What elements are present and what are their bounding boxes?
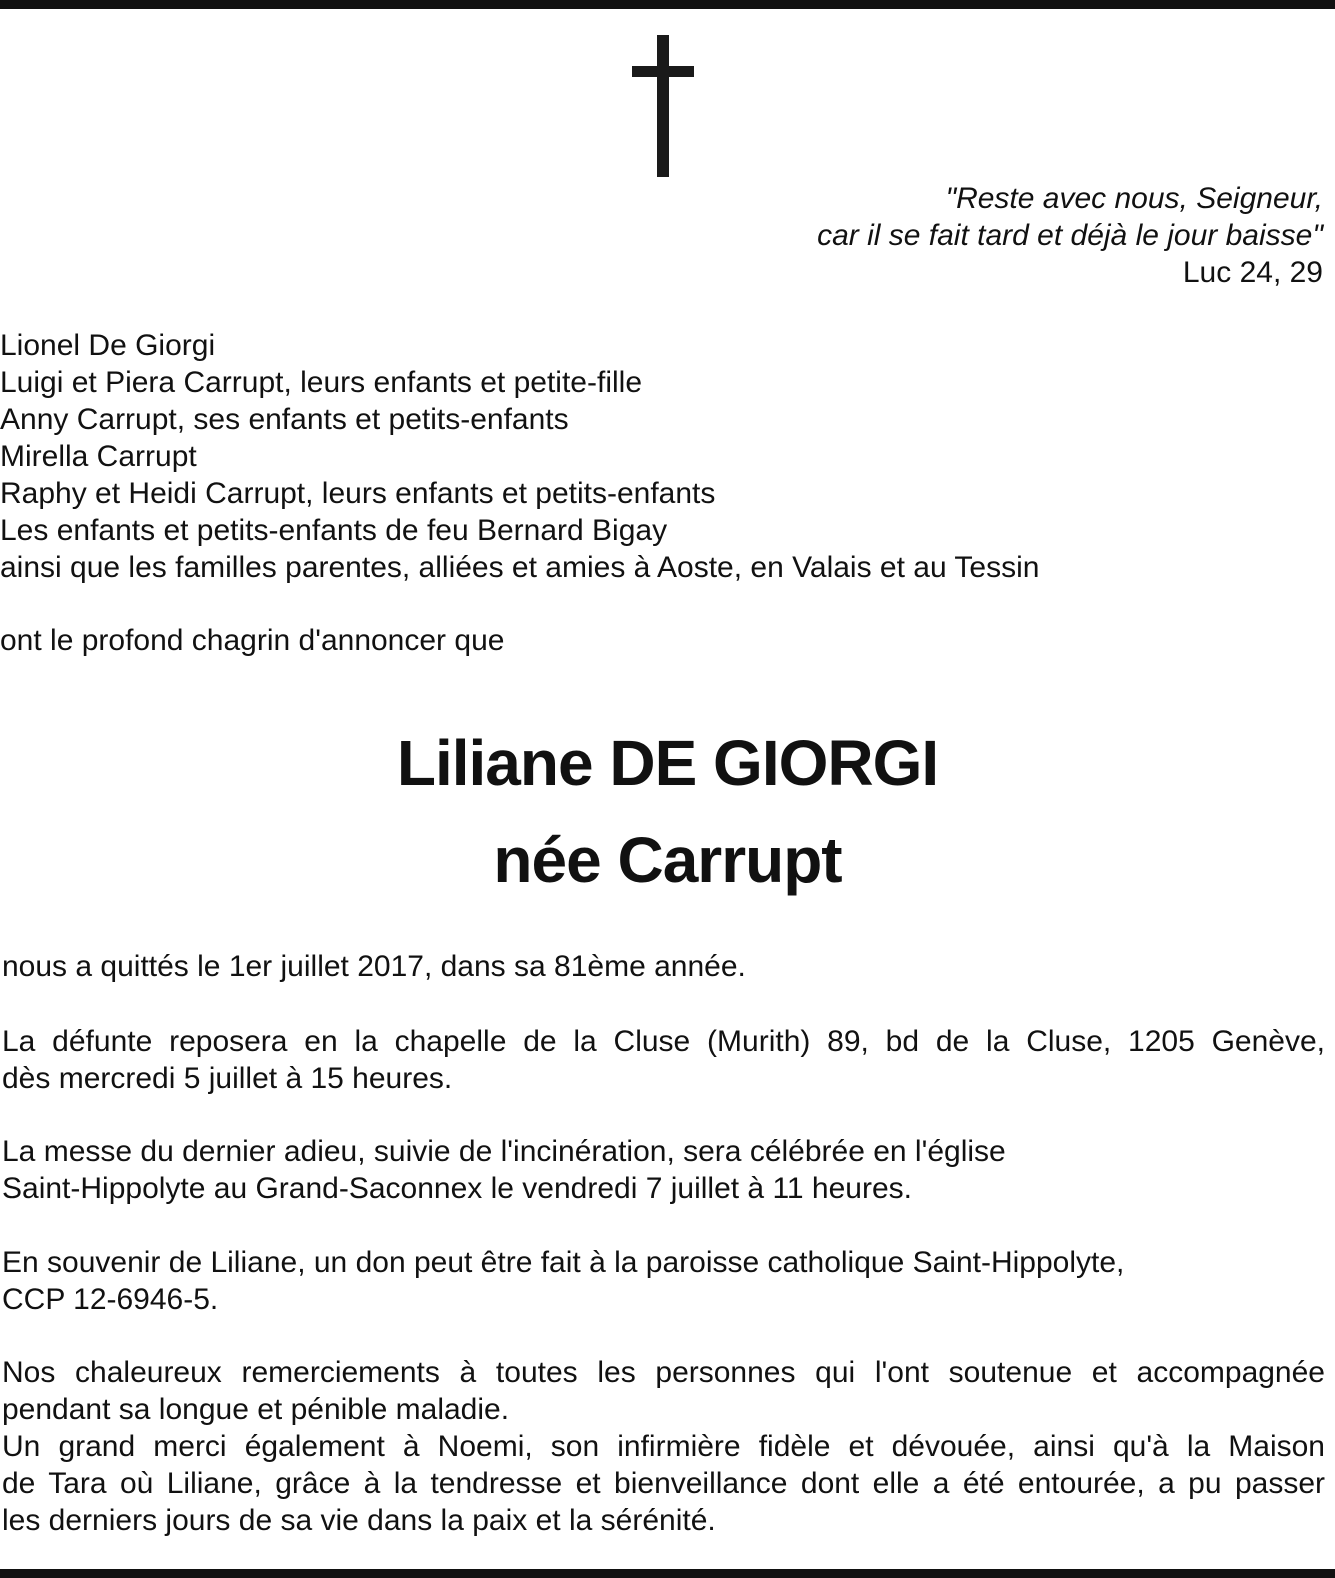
cross-icon — [632, 35, 694, 177]
viewing-line-2: dès mercredi 5 juillet à 15 heures. — [2, 1062, 453, 1095]
bottom-border-rule — [0, 1569, 1335, 1578]
thanks-line-3: Un grand merci également à Noemi, son infirmière fidèle et dévouée, ainsi qu'à la Maison — [2, 1430, 1325, 1463]
viewing-line-1: La défunte reposera en la chapelle de la Cluse (Murith) 89, bd de la Cluse, 1205 Genève, — [2, 1025, 1325, 1058]
mass-line-2: Saint-Hippolyte au Grand-Saconnex le vendredi 7 juillet à 11 heures. — [2, 1172, 912, 1205]
thanks-line-1: Nos chaleureux remerciements à toutes les personnes qui l'ont soutenue et accompagnée — [2, 1356, 1325, 1389]
mass-line-1: La messe du dernier adieu, suivie de l'incinération, sera célébrée en l'église — [2, 1135, 1006, 1168]
donation-line-2: CCP 12-6946-5. — [2, 1283, 219, 1316]
death-notice-line: nous a quittés le 1er juillet 2017, dans sa 81ème année. — [2, 950, 746, 983]
scripture-quote — [623, 180, 1323, 291]
quote-reference: Luc 24, 29 — [1182, 256, 1323, 289]
family-line: Raphy et Heidi Carrupt, leurs enfants et petits-enfants — [0, 477, 716, 510]
mass-paragraph — [2, 1133, 1325, 1207]
family-list — [0, 327, 1039, 586]
family-line: Anny Carrupt, ses enfants et petits-enfants — [0, 403, 569, 436]
cross-horizontal-bar — [632, 66, 694, 77]
death-notice — [2, 948, 1325, 985]
deceased-maiden-name: née Carrupt — [493, 824, 842, 896]
cross-vertical-bar — [657, 35, 669, 177]
thanks-line-2: pendant sa longue et pénible maladie. — [2, 1393, 510, 1426]
family-line: Luigi et Piera Carrupt, leurs enfants et petite-fille — [0, 366, 642, 399]
announcement-text: ont le profond chagrin d'annoncer que — [0, 624, 505, 657]
viewing-paragraph — [2, 1023, 1325, 1097]
family-line: Les enfants et petits-enfants de feu Bernard Bigay — [0, 514, 668, 547]
donation-paragraph — [2, 1244, 1325, 1318]
family-line: ainsi que les familles parentes, alliées et amies à Aoste, en Valais et au Tessin — [0, 551, 1040, 584]
thanks-line-4: de Tara où Liliane, grâce à la tendresse et bienveillance dont elle a été entourée, a pu passer — [2, 1467, 1325, 1500]
top-border-rule — [0, 0, 1335, 9]
donation-line-1: En souvenir de Liliane, un don peut être fait à la paroisse catholique Saint-Hippolyte, — [2, 1246, 1125, 1279]
quote-line-1: "Reste avec nous, Seigneur, — [945, 182, 1323, 215]
family-line: Mirella Carrupt — [0, 440, 197, 473]
family-line: Lionel De Giorgi — [0, 329, 216, 362]
thanks-paragraph — [2, 1354, 1325, 1539]
thanks-line-5: les derniers jours de sa vie dans la paix et la sérénité. — [2, 1504, 716, 1537]
quote-line-2: car il se fait tard et déjà le jour baisse" — [817, 219, 1323, 252]
deceased-name: Liliane DE GIORGI — [396, 727, 939, 799]
